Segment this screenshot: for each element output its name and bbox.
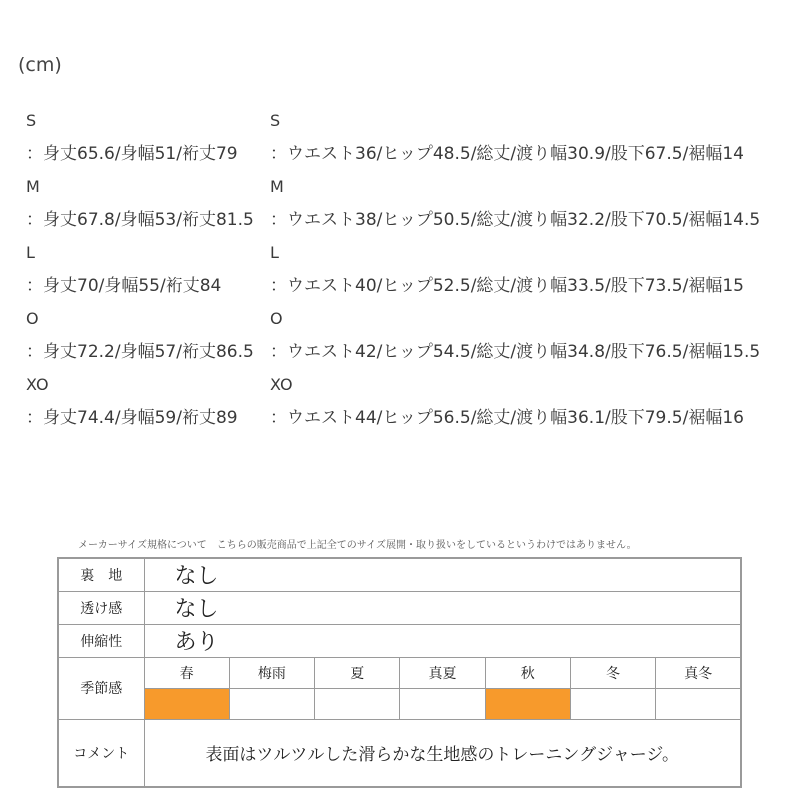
lining-value: なし xyxy=(144,558,741,591)
season-indicator xyxy=(315,688,400,719)
size-label: O xyxy=(270,309,283,328)
bottoms-size-list xyxy=(270,108,760,438)
stretch-value: あり xyxy=(144,624,741,657)
sheer-label: 透け感 xyxy=(58,591,144,624)
size-spec: ：身丈72.2/身幅57/裄丈86.5 xyxy=(26,342,254,362)
season-spring: 春 xyxy=(144,657,229,688)
season-indicator xyxy=(485,688,570,719)
size-label: O xyxy=(26,309,39,328)
season-indicator xyxy=(144,688,229,719)
size-spec: ：ウエスト38/ヒップ50.5/総丈/渡り幅32.2/股下70.5/裾幅14.5 xyxy=(270,210,761,230)
season-midwinter: 真冬 xyxy=(656,657,741,688)
size-label: XO xyxy=(26,375,49,394)
size-label: M xyxy=(270,177,284,196)
season-summer: 夏 xyxy=(315,657,400,688)
size-label: M xyxy=(26,177,40,196)
comment-value: 表面はツルツルした滑らかな生地感のトレーニングジャージ。 xyxy=(144,719,741,787)
size-spec: ：ウエスト36/ヒップ48.5/総丈/渡り幅30.9/股下67.5/裾幅14 xyxy=(270,144,744,164)
size-label: XO xyxy=(270,375,293,394)
size-spec: ：身丈74.4/身幅59/裄丈89 xyxy=(26,408,238,428)
comment-label: コメント xyxy=(58,719,144,787)
season-midsummer: 真夏 xyxy=(400,657,485,688)
season-winter: 冬 xyxy=(570,657,655,688)
size-spec: ：身丈65.6/身幅51/裄丈79 xyxy=(26,144,238,164)
lining-label: 裏 地 xyxy=(58,558,144,591)
size-label: S xyxy=(270,111,281,130)
stretch-label: 伸縮性 xyxy=(58,624,144,657)
size-label: L xyxy=(270,243,279,262)
season-label: 季節感 xyxy=(58,657,144,719)
size-spec: ：ウエスト40/ヒップ52.5/総丈/渡り幅33.5/股下73.5/裾幅15 xyxy=(270,276,744,296)
size-spec: ：ウエスト42/ヒップ54.5/総丈/渡り幅34.8/股下76.5/裾幅15.5 xyxy=(270,342,761,362)
size-spec: ：身丈70/身幅55/裄丈84 xyxy=(26,276,222,296)
season-indicator xyxy=(656,688,741,719)
size-notice: メーカーサイズ規格について こちらの販売商品で上記全てのサイズ展開・取り扱いをしているというわけではありません。 xyxy=(78,540,637,551)
season-rainy: 梅雨 xyxy=(229,657,314,688)
tops-size-list xyxy=(26,108,254,438)
unit-label: (cm) xyxy=(18,54,62,76)
size-spec: ：身丈67.8/身幅53/裄丈81.5 xyxy=(26,210,254,230)
product-spec-table xyxy=(57,557,742,788)
size-spec: ：ウエスト44/ヒップ56.5/総丈/渡り幅36.1/股下79.5/裾幅16 xyxy=(270,408,744,428)
season-indicator xyxy=(400,688,485,719)
season-indicator xyxy=(570,688,655,719)
size-label: L xyxy=(26,243,35,262)
season-autumn: 秋 xyxy=(485,657,570,688)
sheer-value: なし xyxy=(144,591,741,624)
season-indicator xyxy=(229,688,314,719)
size-label: S xyxy=(26,111,37,130)
